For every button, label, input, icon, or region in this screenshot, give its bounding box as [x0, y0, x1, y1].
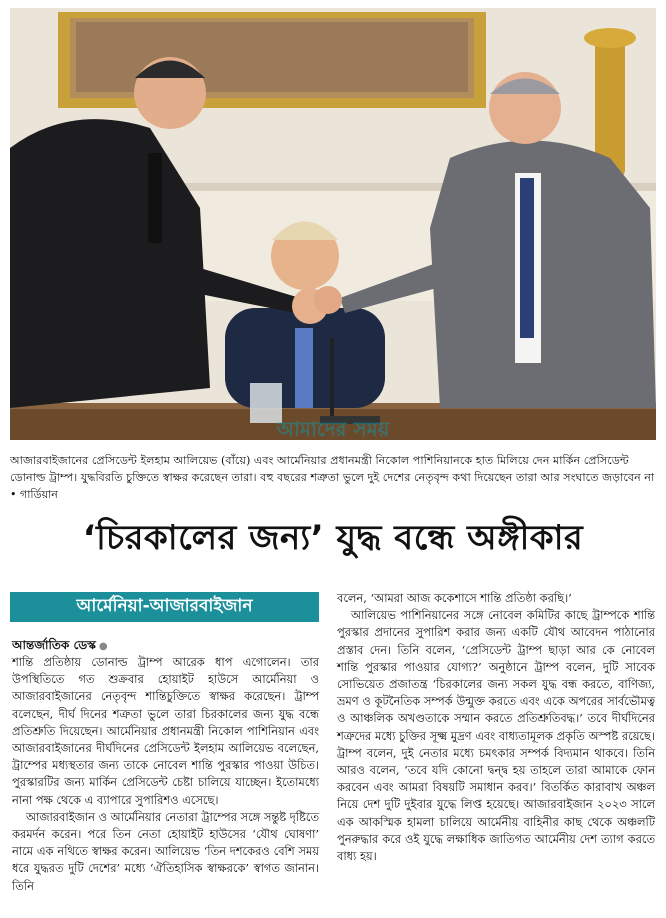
watermark: আমাদের সময়: [276, 417, 390, 440]
paragraph: বলেন, ‘আমরা আজ ককেশাসে শান্তি প্রতিষ্ঠা করছি।’: [337, 591, 572, 605]
headline: ‘চিরকালের জন্য’ যুদ্ধ বন্ধে অঙ্গীকার: [82, 518, 584, 558]
subheadline-bar: [10, 592, 319, 622]
paragraph: আলিয়েভ পাশিনিয়ানের সঙ্গে নোবেল কমিটির কাছে ট্রাম্পকে শান্তি পুরস্কার প্রদানের সুপারিশ করার জন্য একটি যৌথ আবেদন পাঠানোর প্রস্তাব দেন। তিনি বলেন, ‘প্রেসিডেন্ট ট্রাম্প ছাড়া আর কে নোবেল শান্তি পুরস্কার পাওয়ার যোগ্য?’ অনুষ্ঠানে ট্রাম্প বলেন, দুটি সাবেক সোভিয়েত প্রজাতন্ত্র ‘চিরকালের জন্য সকল যুদ্ধ বন্ধ করতে, বাণিজ্য, ভ্রমণ ও কূটনৈতিক সম্পর্ক উন্মুক্ত করতে এবং একে অপরের সার্বভৌমত্ব ও আঞ্চলিক অখণ্ডতাকে সম্মান করতে প্রতিশ্রুতিবদ্ধ।’ তবে দীর্ঘদিনের শত্রুদের মধ্যে চুক্তির সূক্ষ্ম মুদ্রণ এবং বাধ্যতামূলক প্রকৃতি অস্পষ্ট রয়েছে। ট্রাম্প বলেন, দুই নেতার মধ্যে চমৎকার সম্পর্ক বিদ্যমান থাকবে। তিনি আরও বলেন, ‘তবে যদি কোনো দ্বন্দ্ব হয় তাহলে তারা আমাকে ফোন করবেন এবং আমরা বিষয়টি সমাধান করব।’ বিতর্কিত কারাবাখ অঞ্চল নিয়ে দেশ দুটি দুইবার যুদ্ধে লিপ্ত হয়েছে। আজারবাইজান ২০২৩ সালে এক আকস্মিক হামলা চালিয়ে আর্মেনীয় বাহিনীর কাছ থেকে অঞ্চলটি পুনরুদ্ধার করে ওই যুদ্ধে লক্ষাধিক জাতিগত আর্মেনীয় দেশ ত্যাগ করতে বাধ্য হয়।: [337, 608, 655, 864]
caption-text: আজারবাইজানের প্রেসিডেন্ট ইলহাম আলিয়েভ (বাঁয়ে) এবং আর্মেনিয়ার প্রধানমন্ত্রী নিকোল পাশিনিয়ানকে হাত মিলিয়ে দেন মার্কিন প্রেসিডেন্ট ডোনাল্ড ট্রাম্প। যুদ্ধবিরতি চুক্তিতে স্বাক্ষর করেছেন তারা। বহু বছরের শত্রুতা ভুলে দুই দেশের নেতৃবৃন্দ কথা দিয়েছেন তারা আর সংঘাতে জড়াবেন না: [10, 454, 655, 484]
paragraph: আজারবাইজান ও আর্মেনিয়ার নেতারা ট্রাম্পের সঙ্গে সন্তুষ্ট দৃষ্টিতে করমর্দন করেন। পরে তিন নেতা হোয়াইট হাউসের ‘যৌথ ঘোষণা’ নামে এক নথিতে স্বাক্ষর করেন। আলিয়েভ ‘তিন দশকেরও বেশি সময় ধরে যুদ্ধরত দুটি দেশের’ মধ্যে ‘ঐতিহাসিক স্বাক্ষরকে’ স্বাগত জানান। তিনি: [12, 809, 319, 893]
news-photo: [10, 8, 656, 440]
photo-caption: [10, 452, 656, 503]
article-left-column: [12, 654, 319, 895]
photo-credit: • গার্ডিয়ান: [10, 488, 58, 501]
desk-bullet: ●: [98, 641, 108, 652]
handshake-photo-illustration: [10, 8, 656, 440]
paragraph: শান্তি প্রতিষ্ঠায় ডোনাল্ড ট্রাম্প আরেক ধাপ এগোলেন। তার উপস্থিতিতে গত শুক্রবার হোয়াইট হাউসে আর্মেনিয়া ও আজারবাইজানের নেতৃবৃন্দ শান্তিচুক্তিতে স্বাক্ষর করেছেন। ট্রাম্প বলেছেন, দীর্ঘ দিনের শত্রুতা ভুলে তারা চিরকালের জন্য যুদ্ধ বন্ধে প্রতিশ্রুতি দিয়েছেন। আর্মেনিয়ার প্রধানমন্ত্রী নিকোল পাশিনিয়ান এবং আজারবাইজানের দীর্ঘদিনের প্রেসিডেন্ট ইলহাম আলিয়েভ বলেছেন, ট্রাম্পের মধ্যস্থতার জন্য তাকে নোবেল শান্তি পুরস্কার পাওয়া উচিত। পুরস্কারটির জন্য মার্কিন প্রেসিডেন্ট চেষ্টা চালিয়ে যাচ্ছেন। ইতোমধ্যে নানা পক্ষ থেকে এ ব্যাপারে সুপারিশও এসেছে।: [12, 655, 319, 807]
article-right-column: [337, 590, 655, 865]
desk-label: আন্তর্জাতিক ডেস্ক: [12, 638, 96, 652]
subheadline-text: আর্মেনিয়া-আজারবাইজান: [76, 596, 253, 616]
